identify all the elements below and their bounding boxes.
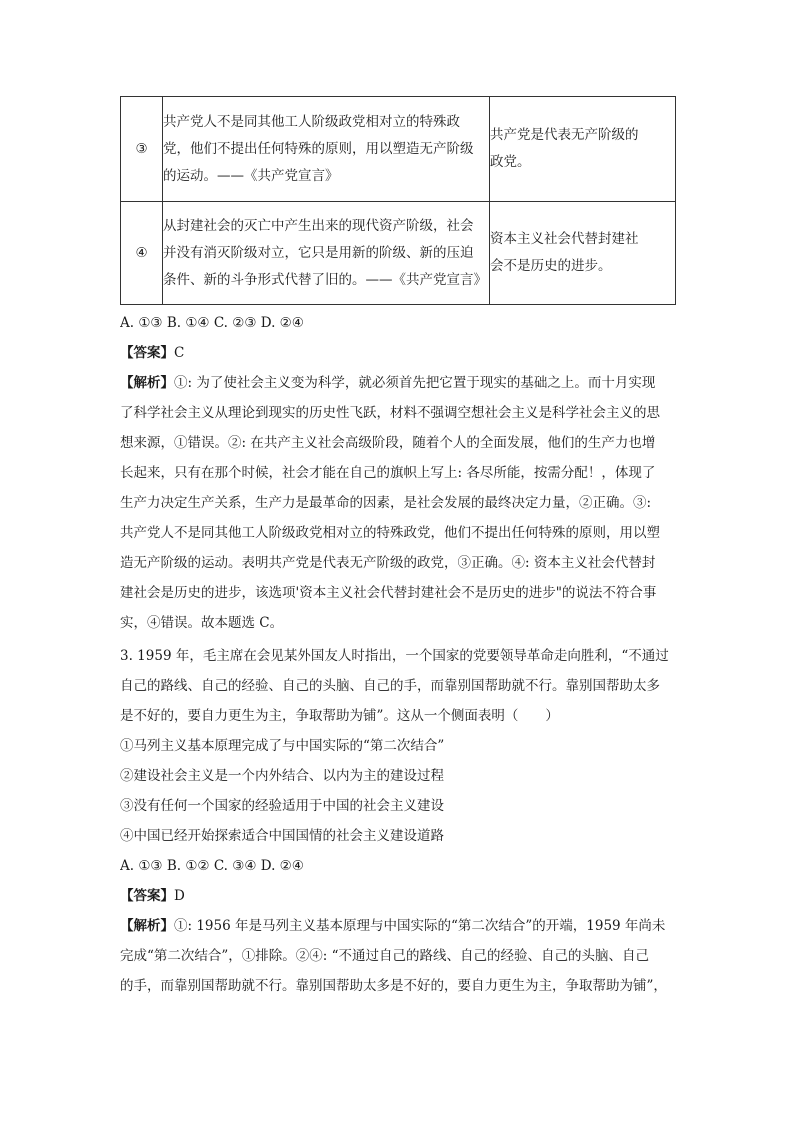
answer-value: D: [174, 888, 185, 904]
q3-stem-line: 自己的路线、自己的经验、自己的头脑、自己的手，而靠别国帮助就不行。靠别国帮助太多: [120, 678, 660, 694]
analysis-label: 【解析】: [120, 918, 174, 934]
analysis-line: 【解析】①: 1956 年是马列主义基本原理与中国实际的“第二次结合”的开端，1959 年尚未: [120, 918, 666, 934]
opinion-cell: [490, 97, 676, 202]
question-2-section: [120, 308, 680, 638]
answer-label: 【答案】: [120, 888, 174, 904]
quote-line: 从封建社会的灭亡中产生出来的现代资产阶级，社会: [163, 217, 474, 234]
q2-answer: [120, 338, 680, 368]
opinion-line: 资本主义社会代替封建社: [490, 231, 639, 247]
analysis-label: 【解析】: [120, 375, 174, 391]
quote-line: 党，他们不提出任何特殊的原则，用以塑造无产阶级: [163, 140, 474, 157]
quote-line: 共产党人不是同其他工人阶级政党相对立的特殊政: [163, 113, 460, 130]
row-number: ④: [121, 202, 163, 305]
q3-answer: [120, 881, 680, 911]
q3-stem-line: 3. 1959 年，毛主席在会见某外国友人时指出，一个国家的党要领导革命走向胜利，“不通过: [120, 648, 669, 664]
quote-cell: [163, 97, 490, 202]
answer-label: 【答案】: [120, 345, 174, 361]
analysis-line: 想来源，①错误。②: 在共产主义社会高级阶段，随着个人的全面发展，他们的生产力也增: [120, 435, 656, 451]
quote-line: 条件、新的斗争形式代替了旧的。——《共产党宣言》: [163, 271, 487, 288]
analysis-line: 长起来，只有在那个时候，社会才能在自己的旗帜上写上: 各尽所能，按需分配！，体现了: [120, 465, 656, 481]
analysis-line: 了科学社会主义从理论到现实的历史性飞跃，材料不强调空想社会主义是科学社会主义的思: [120, 405, 660, 421]
opinion-line: 会不是历史的进步。: [490, 258, 612, 274]
row-number: ③: [121, 97, 163, 202]
question-3-section: [120, 641, 680, 1001]
quote-cell: [163, 202, 490, 305]
table-row: [121, 97, 676, 202]
analysis-line: 建社会是历史的进步，该选项'资本主义社会代替封建社会不是历史的进步"的说法不符合事: [120, 585, 657, 601]
q2-options: A. ①③ B. ①④ C. ②③ D. ②④: [120, 315, 304, 331]
q3-statement: ④中国已经开始探索适合中国国情的社会主义建设道路: [120, 828, 444, 844]
opinion-cell: [490, 202, 676, 305]
analysis-line: 生产力决定生产关系，生产力是最革命的因素，是社会发展的最终决定力量，②正确。③:: [120, 495, 652, 511]
analysis-line: 实，④错误。故本题选 C。: [120, 615, 284, 631]
quote-line: 的运动。——《共产党宣言》: [163, 167, 339, 184]
q3-options: A. ①③ B. ①② C. ③④ D. ②④: [120, 858, 304, 874]
table-row: [121, 202, 676, 305]
q3-statement: ②建设社会主义是一个内外结合、以内为主的建设过程: [120, 768, 444, 784]
q3-statement: ①马列主义基本原理完成了与中国实际的“第二次结合”: [120, 738, 445, 754]
quote-line: 并没有消灭阶级对立，它只是用新的阶级、新的压迫: [163, 244, 474, 261]
answer-value: C: [174, 345, 185, 361]
comparison-table: [120, 96, 676, 305]
analysis-line: 【解析】①: 为了使社会主义变为科学，就必须首先把它置于现实的基础之上。而十月实现: [120, 375, 656, 391]
analysis-line: 造无产阶级的运动。表明共产党是代表无产阶级的政党，③正确。④: 资本主义社会代替封: [120, 555, 656, 571]
analysis-line: 完成“第二次结合”，①排除。②④: “不通过自己的路线、自己的经验、自己的头脑、自己: [120, 948, 650, 964]
q3-stem-line: 是不好的，要自力更生为主，争取帮助为铺”。这从一个侧面表明（ ）: [120, 708, 559, 724]
opinion-line: 政党。: [490, 154, 531, 170]
analysis-line: 共产党人不是同其他工人阶级政党相对立的特殊政党，他们不提出任何特殊的原则，用以塑: [120, 525, 660, 541]
analysis-line: 的手，而靠别国帮助就不行。靠别国帮助太多是不好的，要自力更生为主，争取帮助为铺”，: [120, 978, 667, 994]
q3-statement: ③没有任何一个国家的经验适用于中国的社会主义建设: [120, 798, 444, 814]
opinion-line: 共产党是代表无产阶级的: [490, 127, 639, 143]
